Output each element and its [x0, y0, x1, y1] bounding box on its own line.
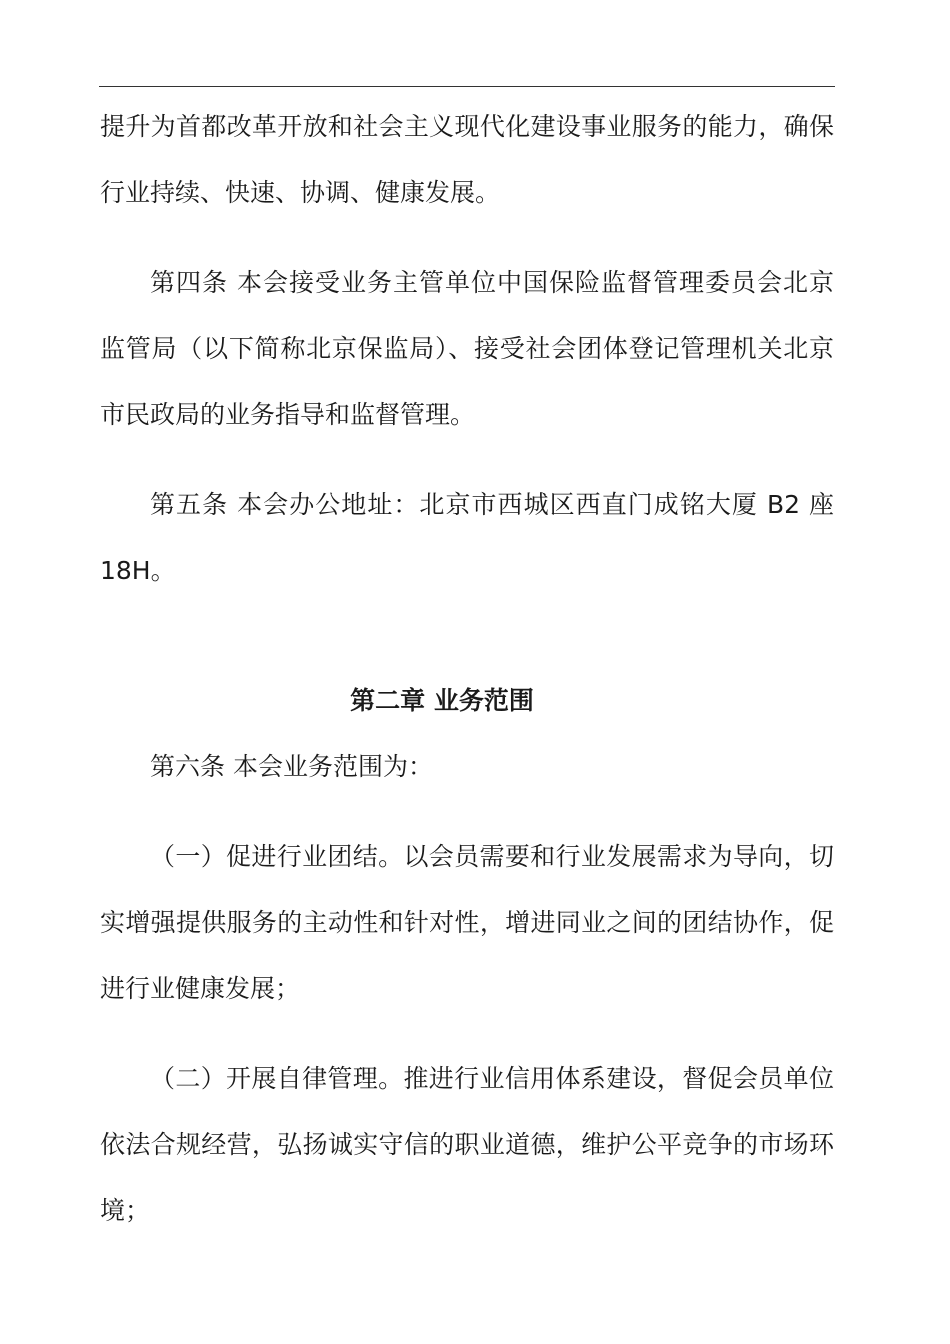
article-5	[100, 472, 834, 604]
text-line: 第六条 本会业务范围为：	[150, 752, 433, 781]
article-4	[100, 250, 834, 448]
document-body	[100, 94, 834, 1244]
article-6	[100, 734, 834, 800]
text-line: 第四条 本会接受业务主管单位中国保险监督管理委员会北京	[150, 268, 834, 297]
text-line: 依法合规经营，弘扬诚实守信的职业道德，维护公平竞争的市场环	[100, 1130, 834, 1159]
list-item-2	[100, 1046, 834, 1244]
header-rule	[99, 86, 835, 87]
text-line: （二）开展自律管理。推进行业信用体系建设，督促会员单位	[150, 1064, 834, 1093]
text-line: 第五条 本会办公地址：北京市西城区西直门成铭大厦 B2 座	[150, 490, 834, 519]
text-line: 18H。	[100, 556, 176, 585]
text-line: （一）促进行业团结。以会员需要和行业发展需求为导向，切	[150, 842, 834, 871]
chapter-heading: 第二章 业务范围	[350, 686, 534, 715]
text-line: 监管局（以下简称北京保监局）、接受社会团体登记管理机关北京	[100, 334, 834, 363]
text-line: 行业持续、快速、协调、健康发展。	[100, 178, 501, 207]
text-line: 提升为首都改革开放和社会主义现代化建设事业服务的能力，确保	[100, 112, 834, 141]
text-line: 境；	[100, 1196, 151, 1225]
text-line: 进行业健康发展；	[100, 974, 301, 1003]
list-item-1	[100, 824, 834, 1022]
text-line: 市民政局的业务指导和监督管理。	[100, 400, 476, 429]
text-line: 实增强提供服务的主动性和针对性，增进同业之间的团结协作，促	[100, 908, 834, 937]
paragraph-intro	[100, 94, 834, 226]
